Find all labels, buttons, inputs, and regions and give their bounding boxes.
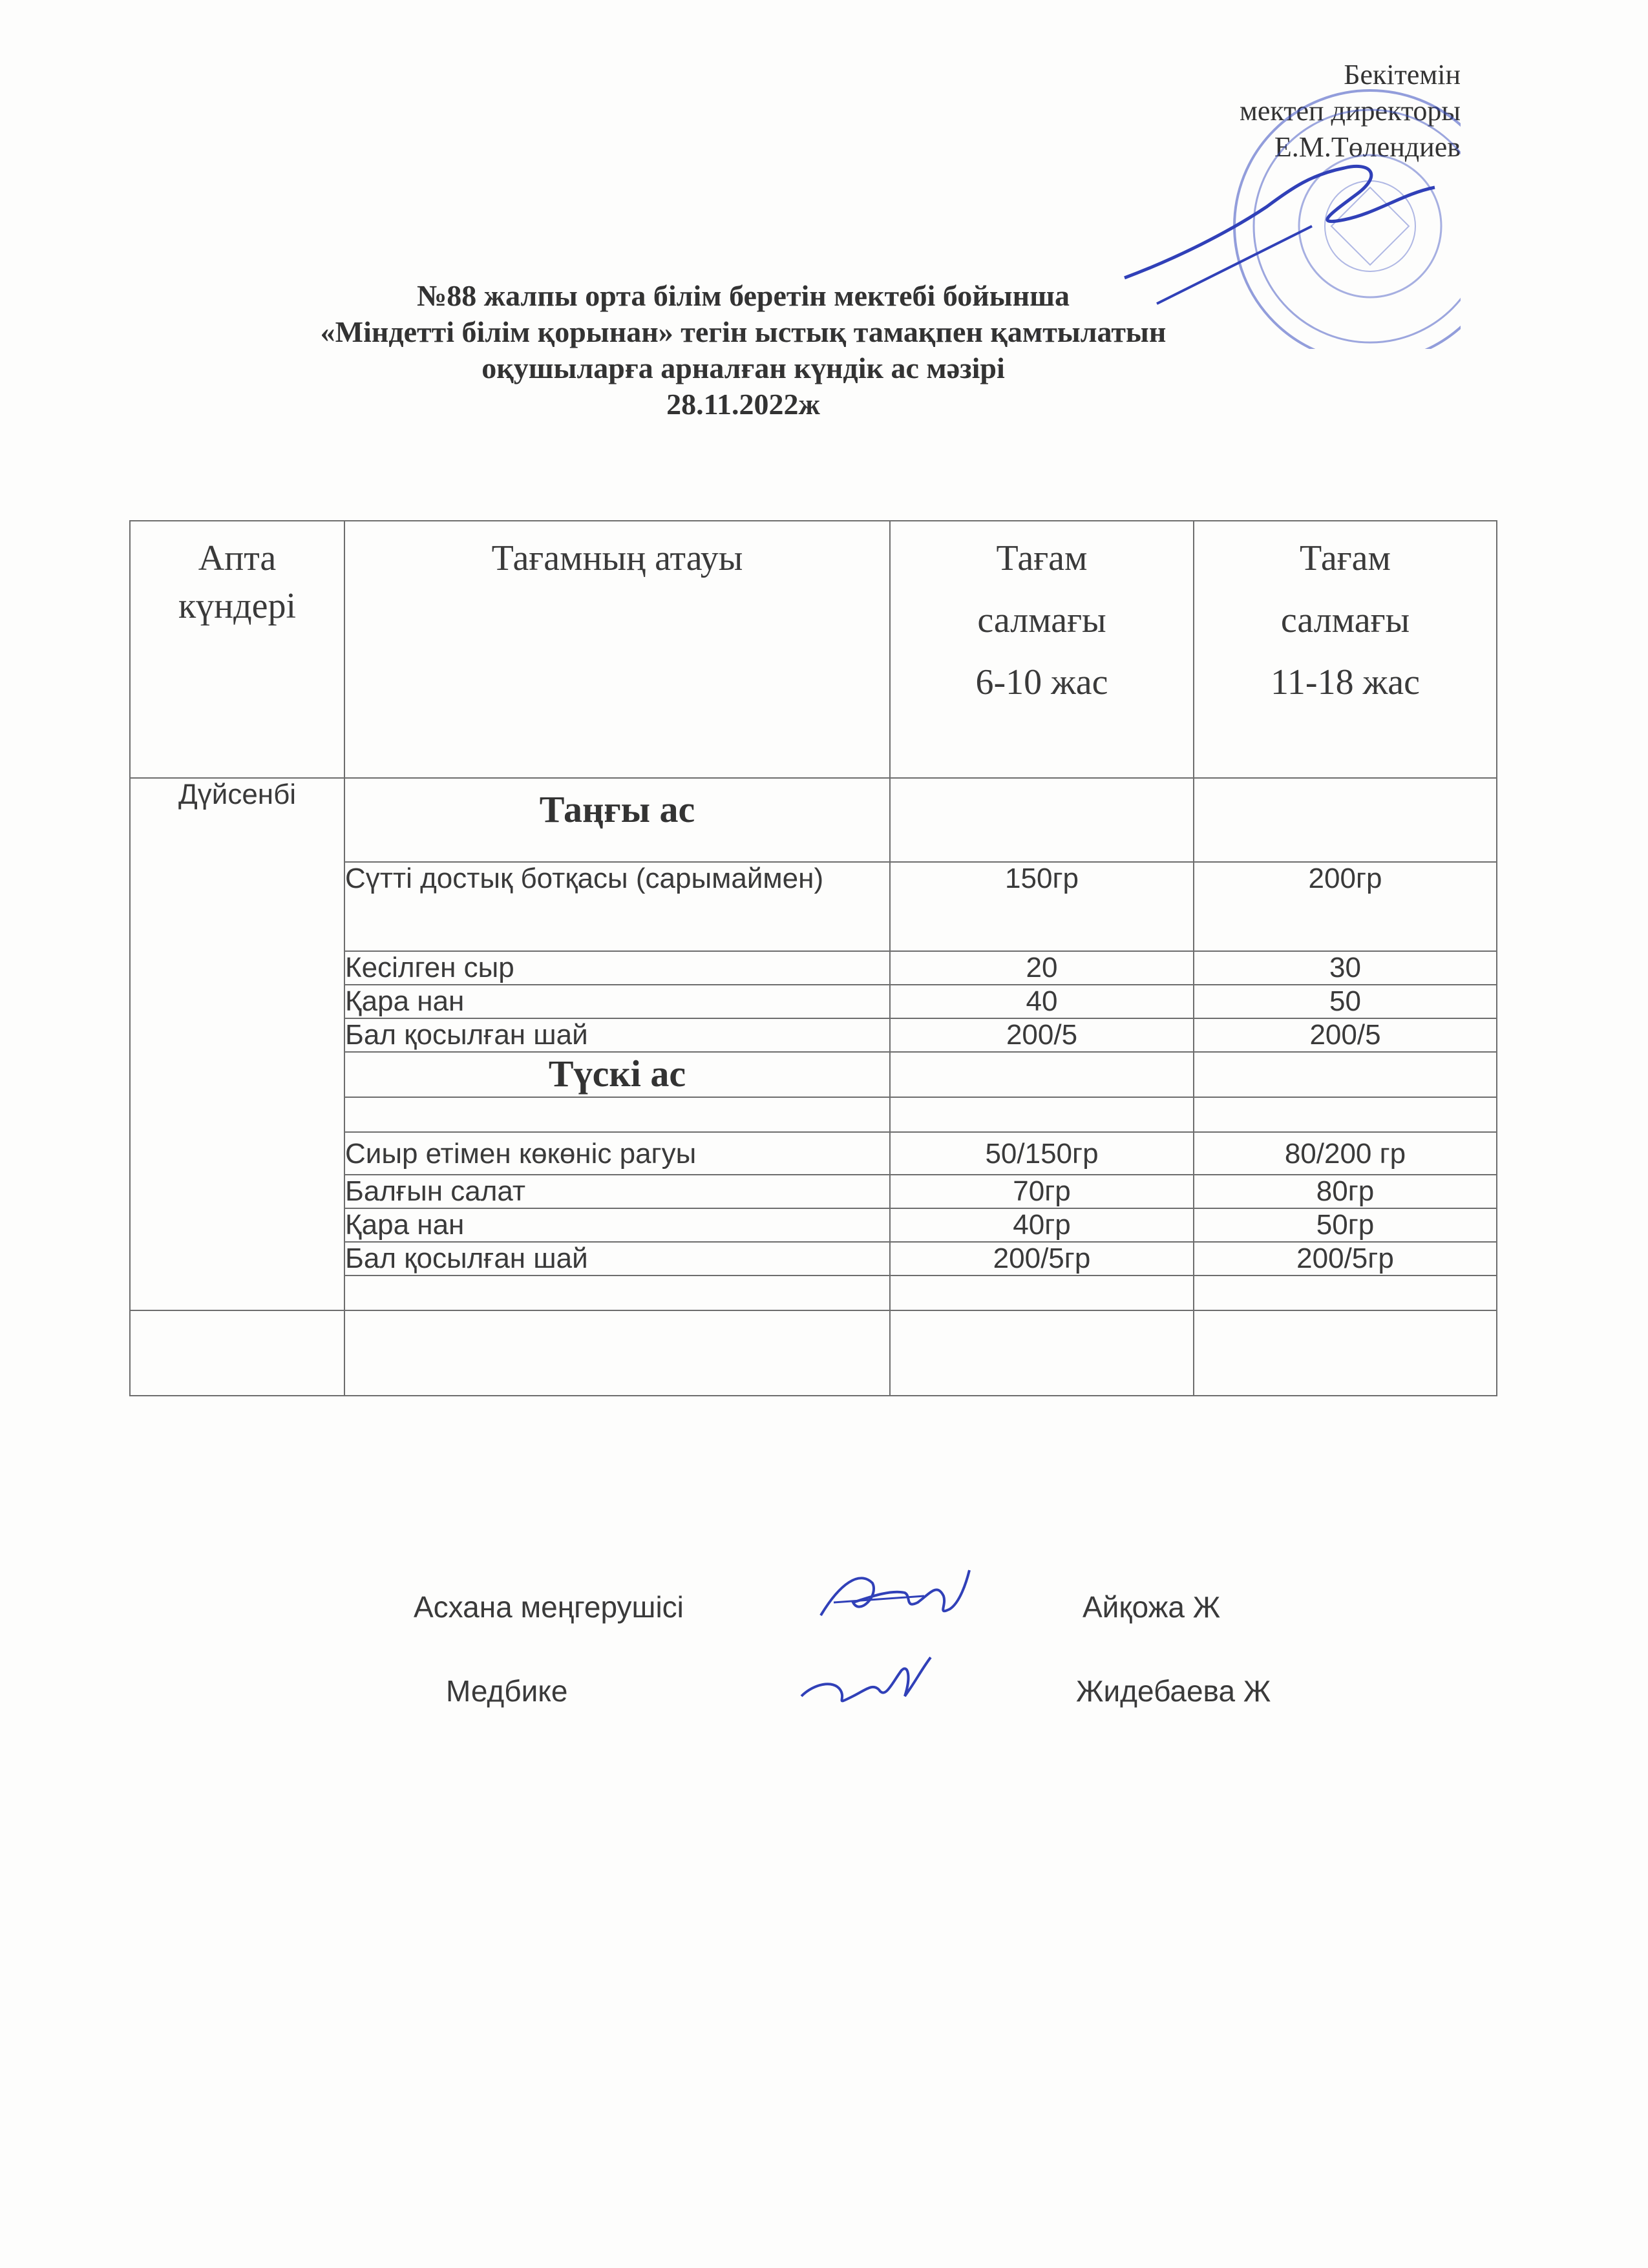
header-weight-6-10 [890,521,1194,778]
canteen-manager-role: Асхана меңгерушісі [414,1590,684,1624]
dish-name: Бал қосылған шай [344,1018,890,1052]
weight-6-10: 40гр [890,1208,1194,1242]
table-row-empty [130,1310,1497,1396]
empty-cell [344,1276,890,1310]
header-dish-name [344,521,890,778]
title-line-3: оқушыларға арналған күндік ас мәзірі [481,352,1005,384]
empty-cell [1194,1276,1497,1310]
empty-cell [890,1310,1194,1396]
empty-cell [890,1276,1194,1310]
empty-cell [1194,1052,1497,1097]
header-weight-11-18 [1194,521,1497,778]
header-w2-line-3: 11-18 жас [1271,662,1420,702]
empty-cell [890,1052,1194,1097]
header-w2-line-1: Тағам [1300,538,1391,578]
weight-6-10: 200/5гр [890,1242,1194,1276]
breakfast-title: Таңғы ас [344,778,890,862]
title-line-2: «Міндетті білім қорынан» тегін ыстық тамақпен қамтылатын [320,315,1167,348]
header-w1-line-1: Тағам [996,538,1088,578]
weight-11-18: 30 [1194,951,1497,985]
weight-11-18: 80/200 гр [1194,1132,1497,1175]
nurse-name: Жидебаева Ж [1076,1674,1271,1708]
director-signature [1125,166,1435,278]
title-date: 28.11.2022ж [666,388,820,421]
dish-name: Сүтті достық ботқасы (сарымаймен) [344,862,890,951]
weight-11-18: 200/5гр [1194,1242,1497,1276]
dish-name: Қара нан [344,985,890,1018]
table-header-row [130,521,1497,778]
weight-11-18: 50гр [1194,1208,1497,1242]
empty-cell [130,1310,344,1396]
lunch-title: Түскі ас [344,1052,890,1097]
header-weekday [130,521,344,778]
weight-11-18: 50 [1194,985,1497,1018]
approval-line-3: Е.М.Төлендиев [1274,131,1461,163]
weight-6-10: 20 [890,951,1194,985]
empty-cell [1194,778,1497,862]
empty-cell [344,1097,890,1132]
title-line-1: №88 жалпы орта білім беретін мектебі бойынша [417,279,1070,312]
breakfast-title-row [130,778,1497,862]
nurse-role: Медбике [446,1674,568,1708]
empty-cell [1194,1310,1497,1396]
weight-6-10: 200/5 [890,1018,1194,1052]
weight-11-18: 200/5 [1194,1018,1497,1052]
weight-11-18: 200гр [1194,862,1497,951]
canteen-manager-signature [814,1557,982,1635]
weight-11-18: 80гр [1194,1175,1497,1208]
empty-cell [1194,1097,1497,1132]
dish-name: Қара нан [344,1208,890,1242]
header-w2-line-2: салмағы [1280,600,1410,640]
empty-cell [344,1310,890,1396]
header-weekday-line-1: Апта [198,538,277,578]
header-w1-line-2: салмағы [977,600,1106,640]
header-w1-line-3: 6-10 жас [975,662,1108,702]
canteen-manager-name: Айқожа Ж [1083,1590,1221,1624]
empty-cell [890,1097,1194,1132]
weekday-cell: Дүйсенбі [130,778,344,1310]
menu-table [129,520,1497,1396]
document-title [194,278,1293,423]
weight-6-10: 50/150гр [890,1132,1194,1175]
dish-name: Бал қосылған шай [344,1242,890,1276]
dish-name: Сиыр етімен көкөніс рагуы [344,1132,890,1175]
header-dish-name-text: Тағамның атауы [491,538,743,578]
weight-6-10: 70гр [890,1175,1194,1208]
weight-6-10: 150гр [890,862,1194,951]
dish-name: Балғын салат [344,1175,890,1208]
approval-line-2: мектеп директоры [1240,95,1461,127]
empty-cell [890,778,1194,862]
signatures-block [0,1577,1648,1770]
dish-name: Кесілген сыр [344,951,890,985]
approval-line-1: Бекітемін [1344,59,1461,90]
header-weekday-line-2: күндері [178,586,297,626]
weight-6-10: 40 [890,985,1194,1018]
nurse-signature [795,1644,937,1716]
